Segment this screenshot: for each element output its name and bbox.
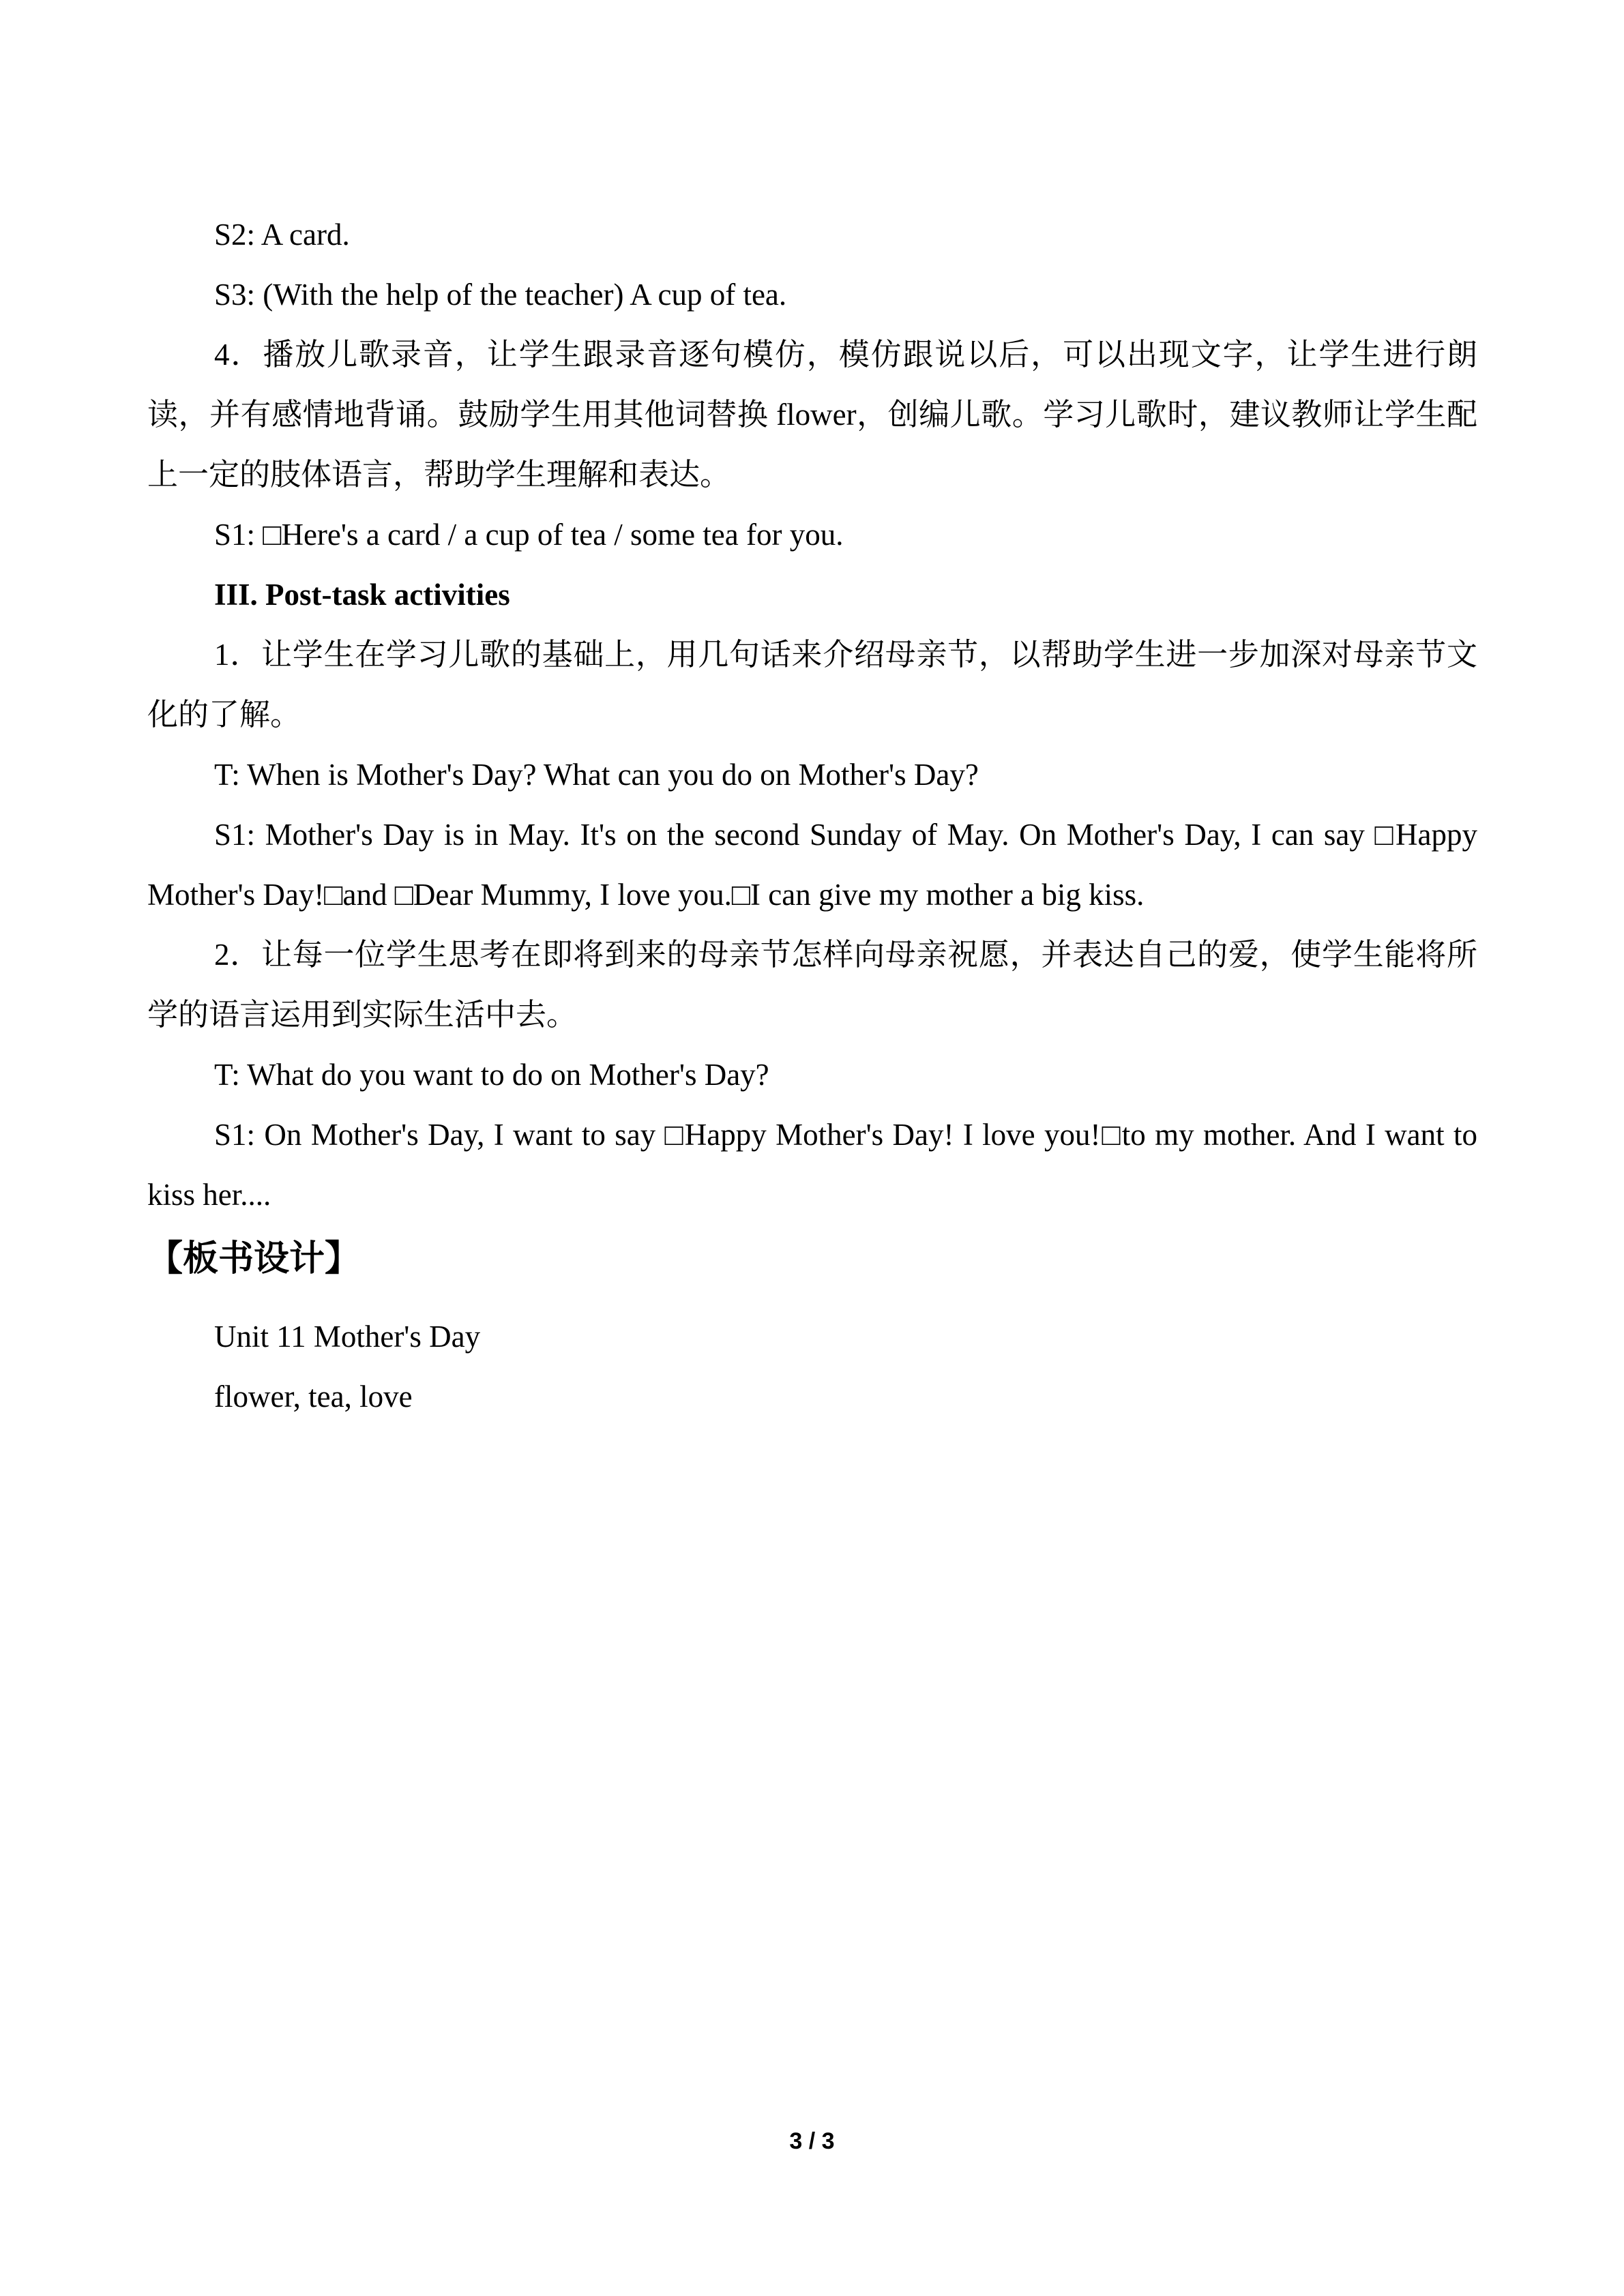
paragraph-step-1: 1．让学生在学习儿歌的基础上，用几句话来介绍母亲节，以帮助学生进一步加深对母亲节文化的了解。 [147,638,1477,732]
board-design [147,1307,1477,1427]
paragraph-s1-answer-2: S1: On Mother's Day, I want to say □Happy Mother's Day! I love you!□to my mother. And I want to kiss her.... [147,1118,1477,1212]
board-line-words: flower, tea, love [214,1380,413,1414]
paragraph-s3: S3: (With the help of the teacher) A cup of tea. [214,278,787,312]
paragraph-teacher-question-1: T: When is Mother's Day? What can you do on Mother's Day? [214,758,979,792]
paragraph-s1-card: S1: □Here's a card / a cup of tea / some tea for you. [214,518,844,552]
paragraph-teacher-question-2: T: What do you want to do on Mother's Day? [214,1058,769,1092]
paragraph-step-2: 2．让每一位学生思考在即将到来的母亲节怎样向母亲祝愿，并表达自己的爱，使学生能将所学的语言运用到实际生活中去。 [147,938,1477,1032]
paragraph-step-4: 4．播放儿歌录音，让学生跟录音逐句模仿，模仿跟说以后，可以出现文字，让学生进行朗读，并有感情地背诵。鼓励学生用其他词替换 flower，创编儿歌。学习儿歌时，建议教师让学生配上一定的肢体语言，帮助学生理解和表达。 [147,338,1477,492]
board-line-unit: Unit 11 Mother's Day [214,1320,481,1354]
paragraph-s2: S2: A card. [214,218,350,252]
paragraph-s1-answer-1: S1: Mother's Day is in May. It's on the second Sunday of May. On Mother's Day, I can say □Happy Mother's Day!□and □Dear Mummy, I love you.□I can give my mother a big kiss. [147,818,1477,912]
page-number: 3 / 3 [789,2128,835,2154]
board-design-heading: 【板书设计】 [147,1238,361,1279]
document-body [147,205,1477,1427]
section-heading-post-task: III. Post-task activities [214,578,510,612]
